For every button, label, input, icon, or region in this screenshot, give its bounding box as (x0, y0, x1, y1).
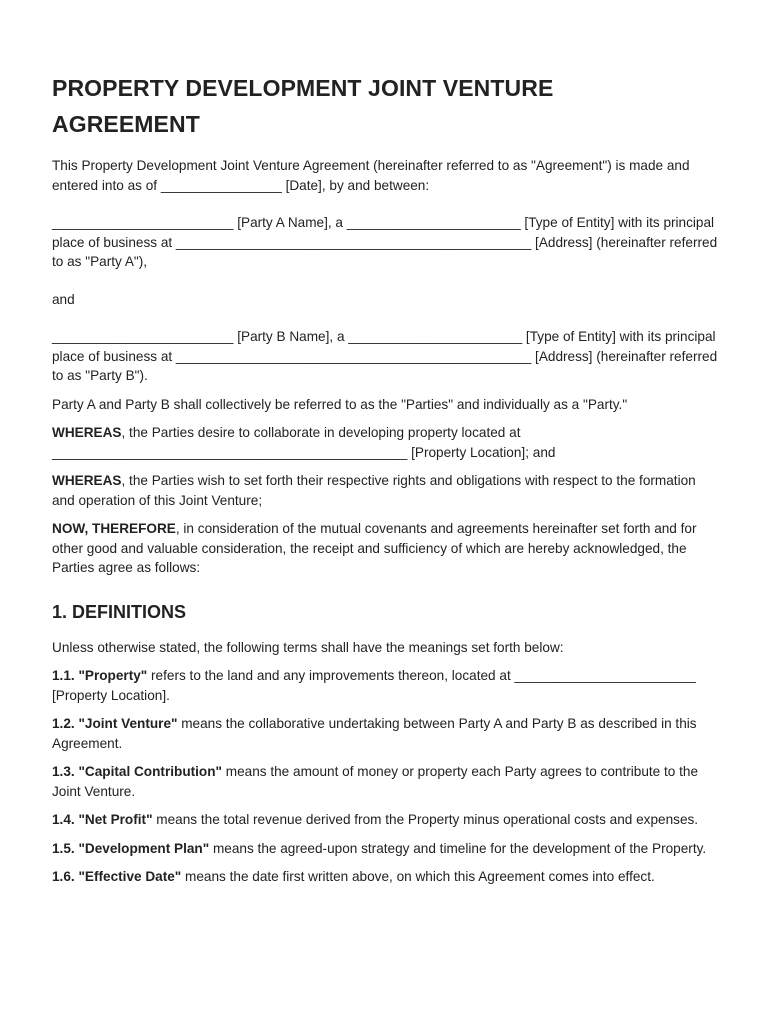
definition-item (52, 762, 718, 801)
definition-text: means the agreed-upon strategy and timeline for the development of the Property. (209, 840, 707, 856)
document-title-line-2: AGREEMENT (52, 111, 200, 137)
party-a-paragraph: ________________________ [Party A Name], a _______________________ [Type of Entity] with its principal place of business at _______________________________________________ [Address] (hereinafter referred to as "Party A"), (52, 215, 718, 269)
whereas-1-text: , the Parties desire to collaborate in developing property located at _______________________________________________ [Property Location]; and (52, 425, 556, 460)
now-therefore-text: , in consideration of the mutual covenants and agreements hereinafter set forth and for other good and valuable consideration, the receipt and sufficiency of which are hereby acknowledged, the Parties agree as follows: (52, 521, 697, 575)
party-b-paragraph: ________________________ [Party B Name], a _______________________ [Type of Entity] with its principal place of business at _______________________________________________ [Address] (hereinafter referred to as "Party B"). (52, 329, 718, 383)
definition-text: refers to the land and any improvements thereon, located at ________________________ [Property Location]. (52, 668, 696, 703)
definition-term: 1.4. "Net Profit" (52, 812, 153, 827)
whereas-2-text: , the Parties wish to set forth their respective rights and obligations with respect to the formation and operation of this Joint Venture; (52, 473, 696, 508)
definition-term: 1.1. "Property" (52, 668, 148, 683)
document-title-line-1: PROPERTY DEVELOPMENT JOINT VENTURE (52, 75, 554, 101)
definitions-heading: 1. DEFINITIONS (52, 601, 187, 622)
whereas-2-paragraph (52, 471, 718, 510)
whereas-2-lead: WHEREAS (52, 473, 122, 488)
now-therefore-paragraph (52, 519, 718, 578)
definition-term: 1.2. "Joint Venture" (52, 716, 178, 731)
and-paragraph: and (52, 291, 75, 307)
definition-item (52, 810, 718, 830)
whereas-1-paragraph (52, 423, 718, 462)
document-title (52, 70, 718, 142)
definition-text: means the date first written above, on which this Agreement comes into effect. (181, 869, 655, 884)
definition-text: means the amount of money or property each Party agrees to contribute to the Joint Venture. (52, 764, 699, 799)
definition-text: means the total revenue derived from the Property minus operational costs and expenses. (152, 812, 699, 827)
definition-item (52, 666, 718, 705)
definition-item (52, 714, 718, 753)
intro-paragraph: This Property Development Joint Venture Agreement (hereinafter referred to as "Agreement") is made and entered into as of ________________ [Date], by and between: (52, 158, 690, 193)
definition-term: 1.6. "Effective Date" (52, 869, 182, 884)
definition-term: 1.5. "Development Plan" (52, 840, 210, 856)
definition-text: means the collaborative undertaking between Party A and Party B as described in this Agreement. (52, 716, 697, 751)
parties-statement-paragraph: Party A and Party B shall collectively be referred to as the "Parties" and individually as a "Party." (52, 396, 628, 412)
whereas-1-lead: WHEREAS (52, 425, 122, 440)
definitions-intro: Unless otherwise stated, the following terms shall have the meanings set forth below: (52, 639, 564, 655)
definition-item (52, 867, 718, 887)
now-therefore-lead: NOW, THEREFORE (52, 521, 176, 536)
definition-term: 1.3. "Capital Contribution" (52, 764, 222, 779)
definition-item (52, 839, 718, 859)
